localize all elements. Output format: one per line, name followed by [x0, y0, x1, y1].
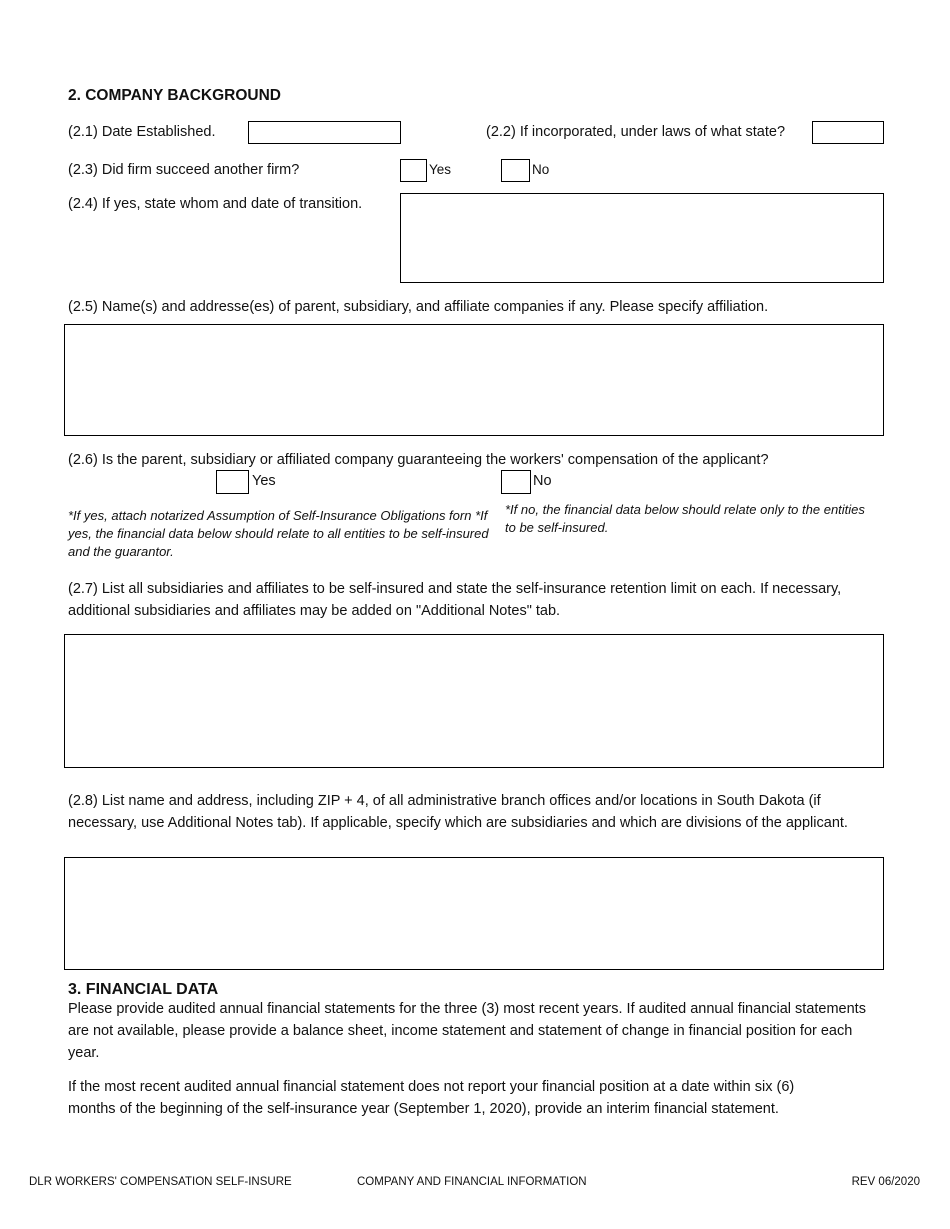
- q2-3-label: (2.3) Did firm succeed another firm?: [68, 162, 300, 178]
- financial-data-paragraph-2: If the most recent audited annual financial statement does not report your financial position at a date within six (6) months of the beginning of the self-insurance year (September 1, 2020), provide an interim financial statement.: [68, 1079, 795, 1117]
- financial-data-paragraph-1: Please provide audited annual financial statements for the three (3) most recent years. If audited annual financial statements are not available, please provide a balance sheet, income statement and statement of change in financial position for each year.: [68, 1001, 866, 1061]
- guarantee-yes-note: *If yes, attach notarized Assumption of Self-Insurance Obligations forn *If yes, the financial data below should relate to all entities to be self-insured and the guarantor.: [68, 508, 489, 559]
- self-insured-subsidiaries-field[interactable]: [64, 634, 884, 768]
- q2-5-label: (2.5) Name(s) and addresse(es) of parent, subsidiary, and affiliate companies if any. Please specify affiliation.: [68, 299, 769, 315]
- q2-4-label: (2.4) If yes, state whom and date of transition.: [68, 196, 363, 212]
- guarantee-no-note: *If no, the financial data below should relate only to the entities to be self-insured.: [505, 502, 865, 535]
- q2-8-label: (2.8) List name and address, including ZIP + 4, of all administrative branch offices and/or locations in South Dakota (if necessary, use Additional Notes tab). If applicable, specify which are subsidiaries and which are divisions of the applicant.: [68, 793, 848, 831]
- guarantee-yes-checkbox[interactable]: [216, 470, 249, 494]
- q2-7-label: (2.7) List all subsidiaries and affiliates to be self-insured and state the self-insurance retention limit on each. If necessary, additional subsidiaries and affiliates may be added on "Additional Notes" tab.: [68, 581, 842, 619]
- footer-left: DLR WORKERS' COMPENSATION SELF-INSURE: [29, 1176, 292, 1188]
- succeed-yes-label: Yes: [429, 162, 452, 177]
- date-established-field[interactable]: [248, 121, 401, 144]
- q2-6-label: (2.6) Is the parent, subsidiary or affiliated company guaranteeing the workers' compensation of the applicant?: [68, 452, 769, 468]
- q2-2-label: (2.2) If incorporated, under laws of what state?: [486, 124, 786, 140]
- succeed-no-label: No: [532, 162, 550, 177]
- guarantee-no-label: No: [533, 473, 552, 489]
- section-2-heading: 2. COMPANY BACKGROUND: [68, 87, 281, 104]
- guarantee-yes-label: Yes: [252, 473, 276, 489]
- footer-revision: REV 06/2020: [851, 1176, 920, 1188]
- affiliate-companies-field[interactable]: [64, 324, 884, 436]
- q2-1-label: (2.1) Date Established.: [68, 124, 216, 140]
- branch-offices-field[interactable]: [64, 857, 884, 970]
- section-3-heading: 3. FINANCIAL DATA: [68, 981, 219, 998]
- succeed-yes-checkbox[interactable]: [400, 159, 427, 182]
- transition-details-field[interactable]: [400, 193, 884, 283]
- state-of-incorporation-field[interactable]: [812, 121, 884, 144]
- succeed-no-checkbox[interactable]: [501, 159, 530, 182]
- footer-center: COMPANY AND FINANCIAL INFORMATION: [357, 1176, 587, 1188]
- guarantee-no-checkbox[interactable]: [501, 470, 531, 494]
